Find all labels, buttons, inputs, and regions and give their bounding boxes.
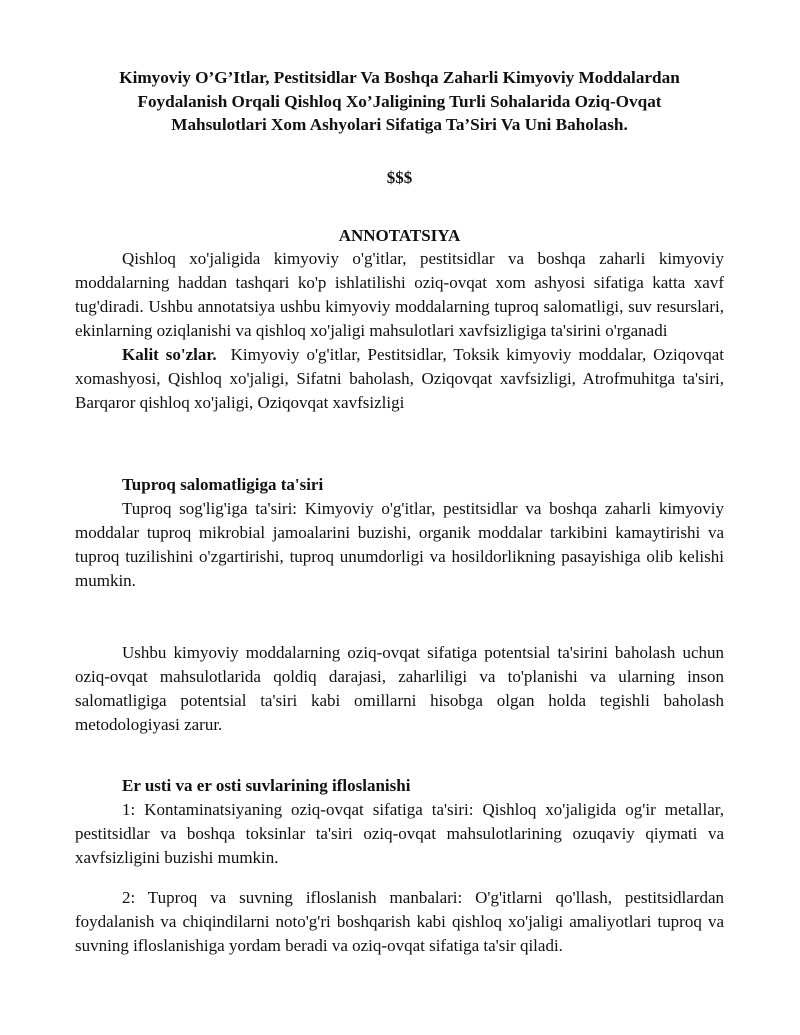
keywords-label: Kalit so'zlar. bbox=[122, 344, 217, 364]
spacer bbox=[75, 593, 724, 641]
symbol-marker: $$$ bbox=[386, 167, 413, 187]
annotation-paragraph: Qishloq xo'jaligida kimyoviy o'g'itlar, pestitsidlar va boshqa zaharli kimyoviy moddalarning haddan tashqari ko'p ishlatilishi oziq-ovqat xom ashyosi sifatiga katta xavf tug'diradi. Ushbu annotatsiya ushbu kimyoviy moddalarning tuproq salomatligi, suv resurslari, ekinlarning oziqlanishi va qishloq xo'jaligi mahsulotlari xavfsizligiga ta'sirini o'rganadi bbox=[75, 248, 724, 340]
water-item-1: 1: Kontaminatsiyaning oziq-ovqat sifatiga ta'siri: Qishloq xo'jaligida og'ir metallar, pestitsidlar va boshqa toksinlar ta'siri oziq-ovqat mahsulotlarining ozuqaviy qiymati va xavfsizligini buzishi mumkin. bbox=[75, 799, 724, 867]
keywords-text: Kimyoviy o'g'itlar, Pestitsidlar, Toksik kimyoviy moddalar, Oziqovqat xomashyosi, Qishloq xo'jaligi, Sifatni baholash, Oziqovqat xavfsizligi, Atrofmuhitga ta'siri, Barqaror qishloq xo'jaligi, Oziqovqat xavfsizligi bbox=[75, 344, 724, 412]
spacer bbox=[75, 415, 724, 473]
title-line-2: Foydalanish Orqali Qishloq Xo’Jaligining Turli Sohalarida Oziq-Ovqat bbox=[137, 91, 662, 111]
title-line-3: Mahsulotlari Xom Ashyolari Sifatiga Ta’Siri Va Uni Baholash. bbox=[171, 115, 628, 134]
title-line-1: Kimyoviy O’G’Itlar, Pestitsidlar Va Boshqa Zaharli Kimyoviy Moddalardan bbox=[119, 68, 680, 87]
soil-paragraph: Tuproq sog'lig'iga ta'siri: Kimyoviy o'g'itlar, pestitsidlar va boshqa zaharli kimyoviy moddalar tuproq mikrobial jamoalarini buzishi, organik moddalar tarkibini kamaytirishi va tuproq tuzilishini o'zgartirishi, tuproq unumdorligi va hosildorlikning pasayishiga olib kelishi mumkin. bbox=[75, 498, 724, 590]
water-item-2: 2: Tuproq va suvning ifloslanish manbalari: O'g'itlarni qo'llash, pestitsidlardan foydalanish va chiqindilarni noto'g'ri boshqarish kabi qishloq xo'jaligi amaliyotlari tuproq va suvning ifloslanishiga yordam beradi va oziq-ovqat sifatiga ta'sir qiladi. bbox=[75, 887, 724, 955]
keywords-paragraph bbox=[75, 343, 724, 415]
section-heading-soil: Tuproq salomatligiga ta'siri bbox=[122, 474, 324, 494]
annotation-heading: ANNOTATSIYA bbox=[338, 225, 461, 245]
document-title bbox=[75, 66, 724, 137]
spacer bbox=[75, 737, 724, 774]
section-heading-water: Er usti va er osti suvlarining ifloslanishi bbox=[122, 775, 411, 795]
assessment-paragraph: Ushbu kimyoviy moddalarning oziq-ovqat sifatiga potentsial ta'sirini baholash uchun oziq-ovqat mahsulotlarida qoldiq darajasi, zaharliligi va to'planishi va ularning inson salomatligiga potentsial ta'siri kabi omillarni hisobga olgan holda tegishli baholash metodologiyasi zarur. bbox=[75, 642, 724, 734]
spacer bbox=[75, 870, 724, 886]
